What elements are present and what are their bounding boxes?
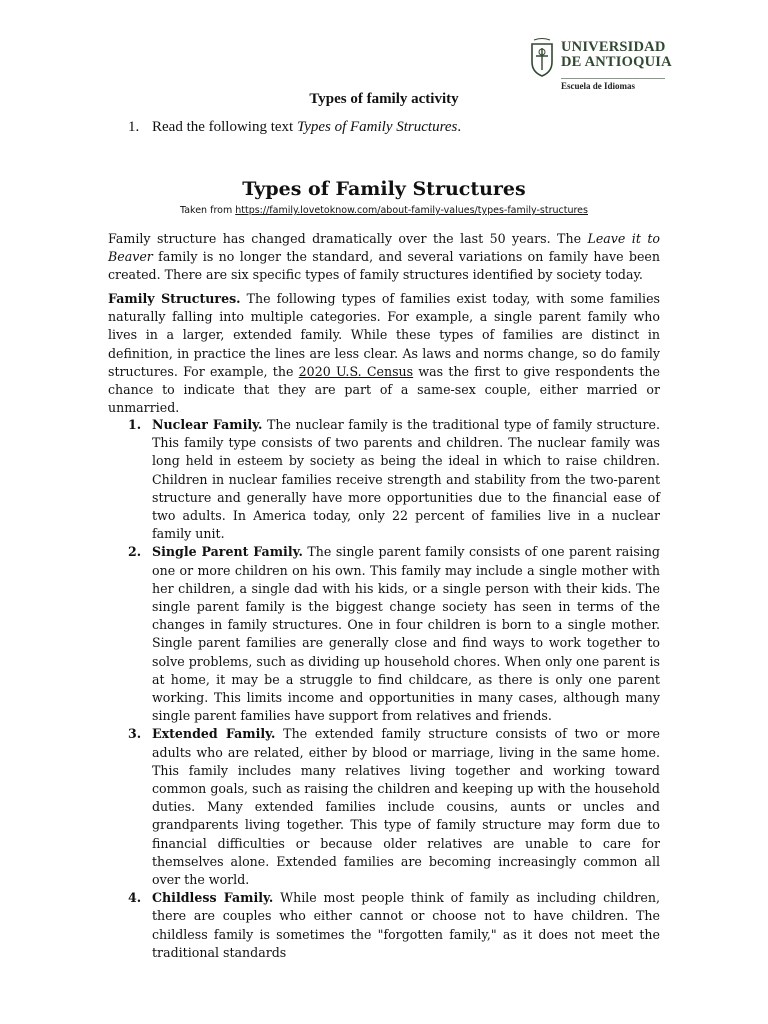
intro-text-end: family is no longer the standard, and several variations on family have been created. There are six specific types of family structures identified by society today. — [108, 249, 660, 283]
list-item-number: 2. — [128, 544, 142, 560]
university-seal-icon — [528, 38, 556, 78]
activity-title: Types of family activity — [309, 91, 459, 107]
list-item-number: 1. — [128, 417, 142, 432]
census-link[interactable]: 2020 U.S. Census — [298, 363, 414, 379]
source-prefix: Taken from — [180, 205, 236, 216]
list-item — [108, 543, 660, 725]
step-text-title: Types of Family Structures — [296, 119, 458, 135]
list-item-number: 4. — [128, 890, 142, 906]
list-item-number: 3. — [128, 726, 142, 742]
source-citation — [0, 205, 768, 216]
intro-text: Family structure has changed dramatically over the last 50 years. The — [108, 231, 588, 246]
paragraph-heading: Family Structures. — [108, 291, 241, 306]
step-text-end: . — [457, 119, 462, 135]
family-types-list — [108, 416, 660, 962]
list-item-text: The extended family structure consists of two or more adults who are related, either by blood or marriage, living in the same home. This family includes many relatives living together and working toward common goals, such as raising the children and keeping up with the household duties. Many extended families include cousins, aunts or uncles and grandparents living together. This type of family structure may form due to financial difficulties or because older relatives are unable to care for themselves alone. Extended families are becoming increasingly common all over the world. — [152, 726, 661, 888]
intro-paragraph — [108, 230, 660, 285]
instruction-step — [128, 119, 461, 136]
source-link[interactable]: https://family.lovetoknow.com/about-family-values/types-family-structures — [235, 205, 588, 216]
university-name-line1: UNIVERSIDAD — [561, 39, 666, 55]
list-item-heading: Childless Family. — [152, 890, 274, 906]
list-item — [108, 725, 660, 889]
university-logo — [528, 36, 688, 92]
list-item-text: While most people think of family as including children, there are couples who either cannot or choose not to have children. The childless family is sometimes the "forgotten family," as it does not meet the traditional standards — [152, 890, 660, 960]
list-item — [108, 416, 660, 543]
list-item — [108, 889, 660, 962]
step-text: Read the following text — [152, 119, 297, 135]
paragraph-text-end: was the first to give respondents the chance to indicate that they are part of a same-sex couple, either married or unmarried. — [108, 363, 660, 416]
list-item-heading: Single Parent Family. — [152, 544, 303, 560]
school-name: Escuela de Idiomas — [561, 78, 665, 91]
step-number: 1. — [128, 119, 140, 135]
paragraph-text: The following types of families exist today, with some families naturally falling into multiple categories. For example, a single parent family who lives in a larger, extended family. While these types of families are distinct in definition, in practice the lines are less clear. As laws and norms change, so do family structures. For example, the — [108, 291, 660, 379]
university-name-line2: DE ANTIOQUIA — [561, 54, 672, 70]
list-item-text: The single parent family consists of one parent raising one or more children on his own. This family may include a single mother with her children, a single dad with his kids, or a single person with their kids. The single parent family is the biggest change society has seen in terms of the changes in family structures. One in four children is born to a single mother. Single parent families are generally close and find ways to work together to solve problems, such as dividing up household chores. When only one parent is at home, it may be a struggle to find childcare, as there is only one parent working. This limits income and opportunities in many cases, although many single parent families have support from relatives and friends. — [152, 544, 660, 724]
family-structures-paragraph — [108, 290, 660, 417]
article-title: Types of Family Structures — [242, 178, 526, 200]
intro-show-title: Leave it to Beaver — [108, 231, 660, 265]
list-item-heading: Nuclear Family. — [152, 417, 263, 432]
list-item-text: The nuclear family is the traditional type of family structure. This family type consists of two parents and children. The nuclear family was long held in esteem by society as being the ideal in which to raise children. Children in nuclear families receive strength and stability from the two-parent structure and generally have more opportunities due to the financial ease of two adults. In America today, only 22 percent of families live in a nuclear family unit. — [152, 417, 661, 542]
list-item-heading: Extended Family. — [152, 726, 276, 742]
